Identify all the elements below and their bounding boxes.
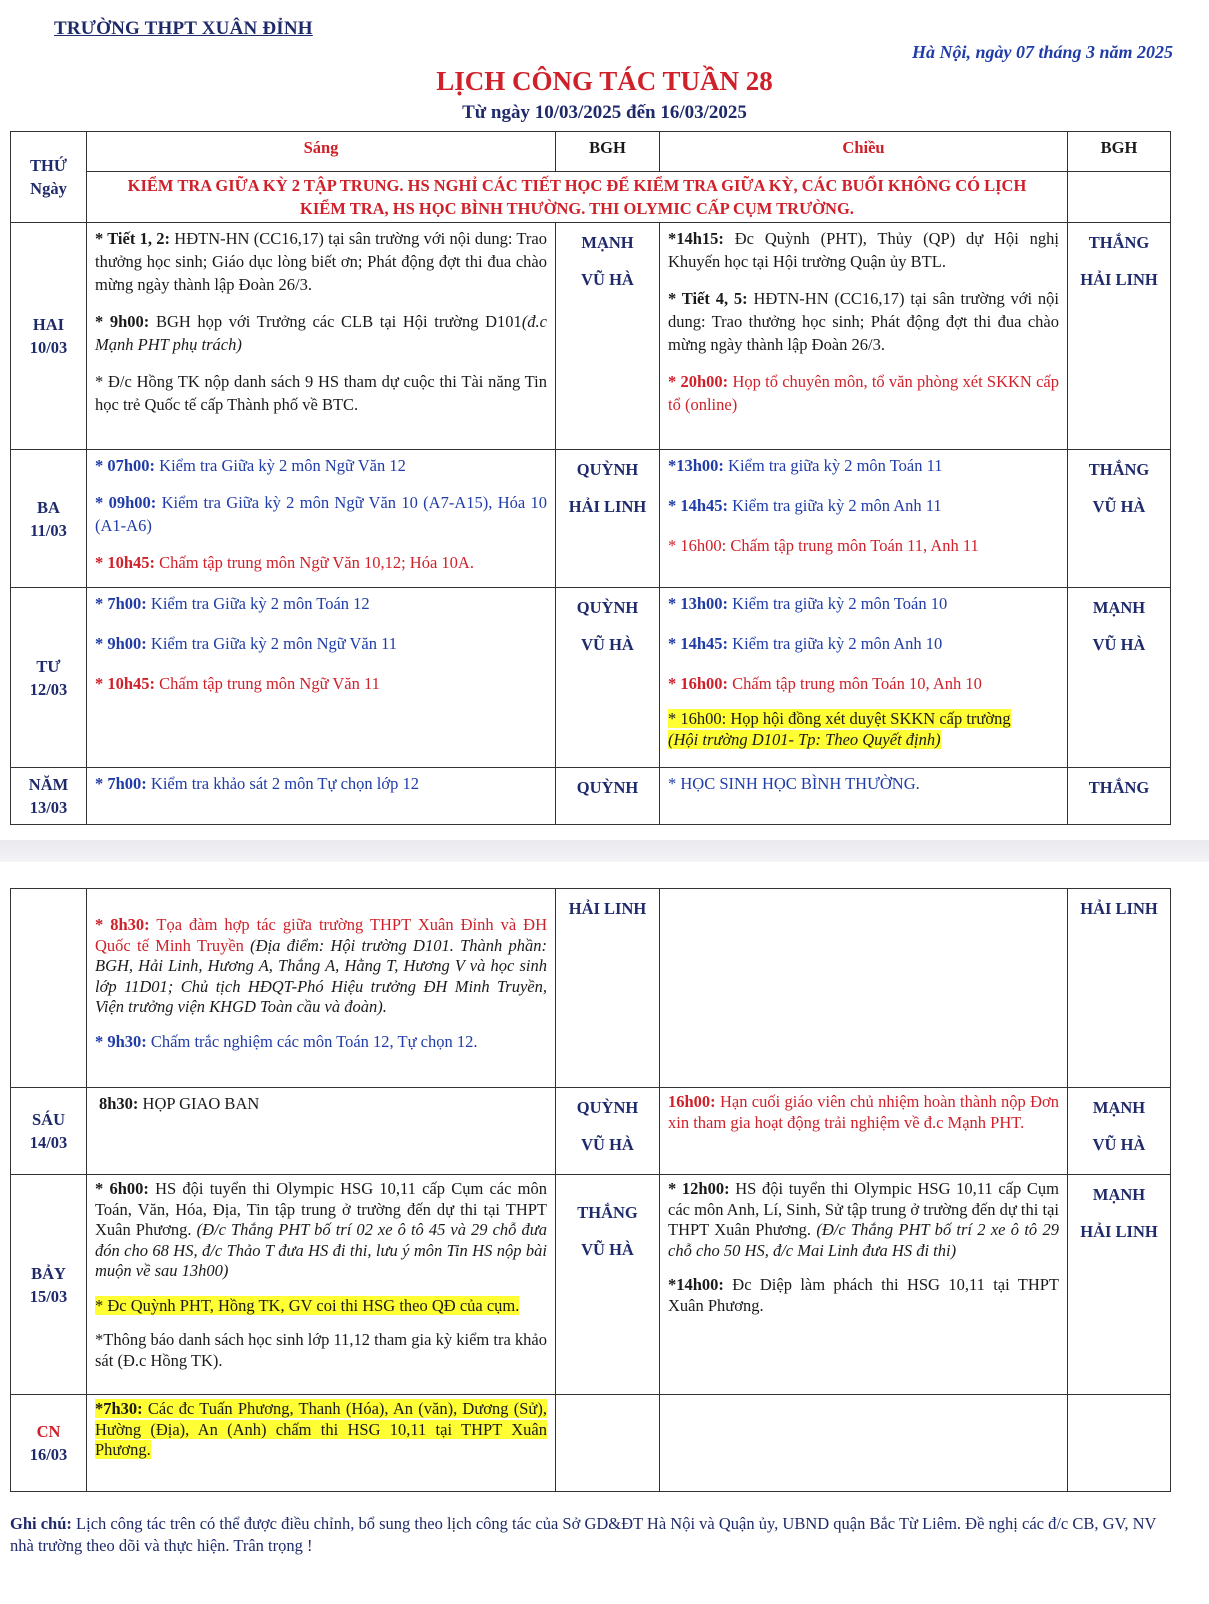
day-cell: NĂM 13/03 xyxy=(11,768,87,825)
afternoon-cell: *14h15: Đc Quỳnh (PHT), Thủy (QP) dự Hội nghị Khuyến học tại Hội trường Quận ủy BTL. * Tiết 4, 5: HĐTN-HN (CC16,17) tại sân trường với nội dung: Trao thưởng học sinh; Phát động đợt thi đua chào mừng ngày thành lập Đoàn 26/3. * 20h00: Họp tổ chuyên môn, tổ văn phòng xét SKKN cấp tổ (online) xyxy=(660,223,1068,450)
day-cell: BA 11/03 xyxy=(11,450,87,588)
morning-cell: * 7h00: Kiểm tra Giữa kỳ 2 môn Toán 12 * 9h00: Kiểm tra Giữa kỳ 2 môn Ngữ Văn 11 * 10h45: Chấm tập trung môn Ngữ Văn 11 xyxy=(87,588,556,768)
bgh2-cell: MẠNH HẢI LINH xyxy=(1068,1175,1171,1395)
morning-cell: * 6h00: HS đội tuyển thi Olympic HSG 10,11 cấp Cụm các môn Toán, Văn, Hóa, Địa, Tin tập trung ở trường đến dự thi tại THPT Xuân Phương. (Đ/c Thắng PHT bố trí 02 xe ô tô 45 và 29 chỗ đưa đón cho 68 HS, đ/c Thảo T đưa HS đi thi, lưu ý môn Tin HS nộp bài muộn về sau 13h00) * Đc Quỳnh PHT, Hồng TK, GV coi thi HSG theo QĐ của cụm. *Thông báo danh sách học sinh lớp 11,12 tham gia kỳ kiểm tra khảo sát (Đ.c Hồng TK). xyxy=(87,1175,556,1395)
day-cell: TƯ 12/03 xyxy=(11,588,87,768)
school-name: TRƯỜNG THPT XUÂN ĐỈNH xyxy=(54,18,313,39)
schedule-table-bottom xyxy=(10,888,1171,1492)
afternoon-cell: * 13h00: Kiểm tra giữa kỳ 2 môn Toán 10 * 14h45: Kiểm tra giữa kỳ 2 môn Anh 10 * 16h00: Chấm tập trung môn Toán 10, Anh 10 * 16h00: Họp hội đồng xét duyệt SKKN cấp trường (Hội trường D101- Tp: Theo Quyết định) xyxy=(660,588,1068,768)
row-saturday xyxy=(11,1175,1171,1395)
highlighted-note: * Đc Quỳnh PHT, Hồng TK, GV coi thi HSG theo QĐ của cụm. xyxy=(95,1295,520,1315)
bgh-cell: THẮNG VŨ HÀ xyxy=(556,1175,660,1395)
schedule-table-top xyxy=(10,131,1171,825)
row-thursday-continued xyxy=(11,889,1171,1088)
bgh-cell: MẠNH VŨ HÀ xyxy=(556,223,660,450)
page-separator xyxy=(0,840,1209,862)
header-afternoon: Chiều xyxy=(660,132,1068,172)
afternoon-cell: * HỌC SINH HỌC BÌNH THƯỜNG. xyxy=(660,768,1068,825)
day-cell: HAI 10/03 xyxy=(11,223,87,450)
day-cell xyxy=(11,889,87,1088)
row-tuesday xyxy=(11,450,1171,588)
bgh2-cell: THẮNG VŨ HÀ xyxy=(1068,450,1171,588)
bgh2-cell: MẠNH VŨ HÀ xyxy=(1068,1088,1171,1175)
page-title: LỊCH CÔNG TÁC TUẦN 28 xyxy=(436,66,773,96)
afternoon-cell xyxy=(660,889,1068,1088)
day-cell: CN 16/03 xyxy=(11,1395,87,1492)
row-friday xyxy=(11,1088,1171,1175)
highlighted-note: * 16h00: Họp hội đồng xét duyệt SKKN cấp trường xyxy=(668,709,1011,728)
row-wednesday xyxy=(11,588,1171,768)
banner-filler xyxy=(1068,172,1171,223)
issue-date: Hà Nội, ngày 07 tháng 3 năm 2025 xyxy=(911,42,1173,62)
footer-note: Ghi chú: Lịch công tác trên có thể được điều chỉnh, bổ sung theo lịch công tác của Sở GD&ĐT Hà Nội và Quận ủy, UBND quận Bắc Từ Liêm. Đề nghị các đ/c CB, GV, NV nhà trường theo dõi và thực hiện. Trân trọng ! xyxy=(10,1514,1157,1555)
row-monday xyxy=(11,223,1171,450)
bgh-cell: QUỲNH HẢI LINH xyxy=(556,450,660,588)
day-cell: SÁU 14/03 xyxy=(11,1088,87,1175)
row-sunday xyxy=(11,1395,1171,1492)
bgh2-cell: MẠNH VŨ HÀ xyxy=(1068,588,1171,768)
afternoon-cell xyxy=(660,1395,1068,1492)
header-bgh2: BGH xyxy=(1068,132,1171,172)
morning-cell: * 8h30: Tọa đàm hợp tác giữa trường THPT Xuân Đỉnh và ĐH Quốc tế Minh Truyền (Địa điểm: Hội trường D101. Thành phần: BGH, Hải Linh, Hương A, Thắng A, Hằng T, Hương V và học sinh lớp 11D01; Chủ tịch HĐQT-Phó Hiệu trưởng ĐH Minh Truyền, Viện trưởng viện KHGD Toàn cầu và đoàn). * 9h30: Chấm trắc nghiệm các môn Toán 12, Tự chọn 12. xyxy=(87,889,556,1088)
morning-cell: * 07h00: Kiểm tra Giữa kỳ 2 môn Ngữ Văn 12 * 09h00: Kiểm tra Giữa kỳ 2 môn Ngữ Văn 10 (A7-A15), Hóa 10 (A1-A6) * 10h45: Chấm tập trung môn Ngữ Văn 10,12; Hóa 10A. xyxy=(87,450,556,588)
afternoon-cell: 16h00: Hạn cuối giáo viên chủ nhiệm hoàn thành nộp Đơn xin tham gia hoạt động trải nghiệm về đ.c Mạnh PHT. xyxy=(660,1088,1068,1175)
bgh2-cell xyxy=(1068,1395,1171,1492)
bgh2-cell: THẮNG xyxy=(1068,768,1171,825)
bgh-cell: QUỲNH xyxy=(556,768,660,825)
bgh-cell: HẢI LINH xyxy=(556,889,660,1088)
bgh2-cell: HẢI LINH xyxy=(1068,889,1171,1088)
morning-cell: 8h30: HỌP GIAO BAN xyxy=(87,1088,556,1175)
morning-cell: * Tiết 1, 2: HĐTN-HN (CC16,17) tại sân trường với nội dung: Trao thưởng học sinh; Giáo dục lòng biết ơn; Phát động đợt thi đua chào mừng ngày thành lập Đoàn 26/3. * 9h00: BGH họp với Trưởng các CLB tại Hội trường D101(đ.c Mạnh PHT phụ trách) * Đ/c Hồng TK nộp danh sách 9 HS tham dự cuộc thi Tài năng Tin học trẻ Quốc tế cấp Thành phố về BTC. xyxy=(87,223,556,450)
bgh-cell: QUỲNH VŨ HÀ xyxy=(556,588,660,768)
afternoon-cell: *13h00: Kiểm tra giữa kỳ 2 môn Toán 11 * 14h45: Kiểm tra giữa kỳ 2 môn Anh 11 * 16h00: Chấm tập trung môn Toán 11, Anh 11 xyxy=(660,450,1068,588)
bgh2-cell: THẮNG HẢI LINH xyxy=(1068,223,1171,450)
bgh-cell: QUỲNH VŨ HÀ xyxy=(556,1088,660,1175)
page-subtitle: Từ ngày 10/03/2025 đến 16/03/2025 xyxy=(462,102,747,123)
bgh-cell xyxy=(556,1395,660,1492)
header-morning: Sáng xyxy=(87,132,556,172)
day-cell: BẢY 15/03 xyxy=(11,1175,87,1395)
week-banner: KIỂM TRA GIỮA KỲ 2 TẬP TRUNG. HS NGHỈ CÁC TIẾT HỌC ĐỂ KIỂM TRA GIỮA KỲ, CÁC BUỔI KHÔNG CÓ LỊCH KIỂM TRA, HS HỌC BÌNH THƯỜNG. THI OLYMIC CẤP CỤM TRƯỜNG. xyxy=(87,172,1068,223)
morning-cell xyxy=(87,1395,556,1492)
morning-cell: * 7h00: Kiểm tra khảo sát 2 môn Tự chọn lớp 12 xyxy=(87,768,556,825)
afternoon-cell: * 12h00: HS đội tuyển thi Olympic HSG 10,11 cấp Cụm các môn Anh, Lí, Sinh, Sử tập trung ở trường đến dự thi tại THPT Xuân Phương. (Đ/c Thắng PHT bố trí 2 xe ô tô 29 chỗ cho 50 HS, đ/c Mai Linh đưa HS đi thi) *14h00: Đc Diệp làm phách thi HSG 10,11 tại THPT Xuân Phương. xyxy=(660,1175,1068,1395)
header-bgh: BGH xyxy=(556,132,660,172)
highlighted-note: *7h30: Các đc Tuấn Phương, Thanh (Hóa), An (văn), Dương (Sử), Hường (Địa), An (Anh) chấm thi HSG 10,11 tại THPT Xuân Phương. xyxy=(95,1399,547,1459)
row-thursday xyxy=(11,768,1171,825)
header-day: THỨ Ngày xyxy=(11,132,87,223)
